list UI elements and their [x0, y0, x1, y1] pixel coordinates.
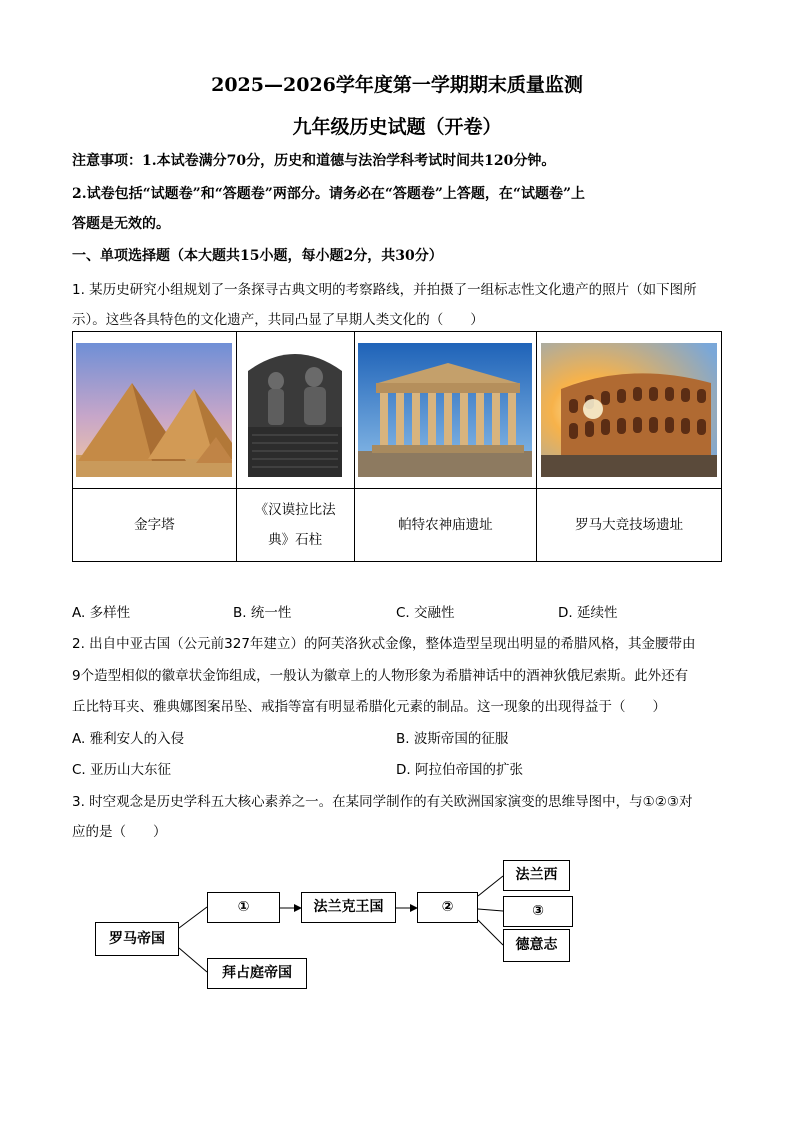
caption-pyramids: 金字塔	[73, 489, 237, 562]
notes-line-3: 答题是无效的。	[72, 216, 170, 232]
section-heading: 一、单项选择题（本大题共15小题，每小题2分，共30分）	[72, 248, 443, 264]
connector-2-to-germany	[478, 920, 503, 945]
node-blank-2: ②	[417, 892, 478, 923]
caption-colosseum: 罗马大竞技场遗址	[537, 489, 722, 562]
notes-line-2: 2.试卷包括“试题卷”和“答题卷”两部分。请务必在“答题卷”上答题，在“试题卷”上	[72, 186, 586, 202]
q2-stem-line-3: 丘比特耳夹、雅典娜图案吊坠、戒指等富有明显希腊化元素的制品。这一现象的出现得益于（ ）	[72, 699, 666, 715]
connector-rome-to-1	[179, 907, 207, 928]
q2-option-b: B. 波斯帝国的征服	[396, 731, 509, 747]
q3-stem-line-1: 3. 时空观念是历史学科五大核心素养之一。在某同学制作的有关欧洲国家演变的思维导图中，与①②③对	[72, 794, 693, 810]
node-roman-empire: 罗马帝国	[95, 922, 179, 956]
q3-stem-line-2: 应的是（ ）	[72, 824, 167, 840]
notes-line-1: 注意事项：1.本试卷满分70分，历史和道德与法治学科考试时间共120分钟。	[72, 153, 556, 169]
node-blank-3: ③	[503, 896, 573, 927]
q1-option-c: C. 交融性	[396, 605, 455, 621]
q1-option-d: D. 延续性	[558, 605, 618, 621]
q1-stem-line-1: 1. 某历史研究小组规划了一条探寻古典文明的考察路线，并拍摄了一组标志性文化遗产的照片（如下图所	[72, 282, 697, 298]
node-france: 法兰西	[503, 860, 570, 891]
node-blank-1: ①	[207, 892, 280, 923]
connector-2-to-3	[478, 909, 503, 911]
node-frankish-kingdom: 法兰克王国	[301, 892, 396, 923]
caption-hammurabi-line-2: 典》石柱	[268, 532, 323, 548]
q2-option-a: A. 雅利安人的入侵	[72, 731, 185, 747]
exam-subtitle: 九年级历史试题（开卷）	[292, 116, 502, 138]
connector-2-to-france	[478, 876, 503, 896]
q2-option-d: D. 阿拉伯帝国的扩张	[396, 762, 523, 778]
caption-hammurabi-line-1: 《汉谟拉比法	[254, 502, 336, 518]
q1-option-b: B. 统一性	[233, 605, 292, 621]
q2-option-c: C. 亚历山大东征	[72, 762, 172, 778]
exam-title: 2025—2026学年度第一学期期末质量监测	[211, 74, 583, 96]
connector-rome-to-byzantine	[179, 948, 207, 972]
node-germany: 德意志	[503, 929, 570, 962]
node-byzantine-empire: 拜占庭帝国	[207, 958, 307, 989]
q2-stem-line-2: 9个造型相似的徽章状金饰组成，一般认为徽章上的人物形象为希腊神话中的酒神狄俄尼索斯。此外还有	[72, 668, 689, 684]
q2-stem-line-1: 2. 出自中亚古国（公元前327年建立）的阿芙洛狄忒金像，整体造型呈现出明显的希腊风格，其金腰带由	[72, 636, 696, 652]
q1-stem-line-2: 示）。这些各具特色的文化遗产，共同凸显了早期人类文化的（ ）	[72, 312, 484, 328]
caption-parthenon: 帕特农神庙遗址	[354, 489, 537, 562]
q1-option-a: A. 多样性	[72, 605, 131, 621]
